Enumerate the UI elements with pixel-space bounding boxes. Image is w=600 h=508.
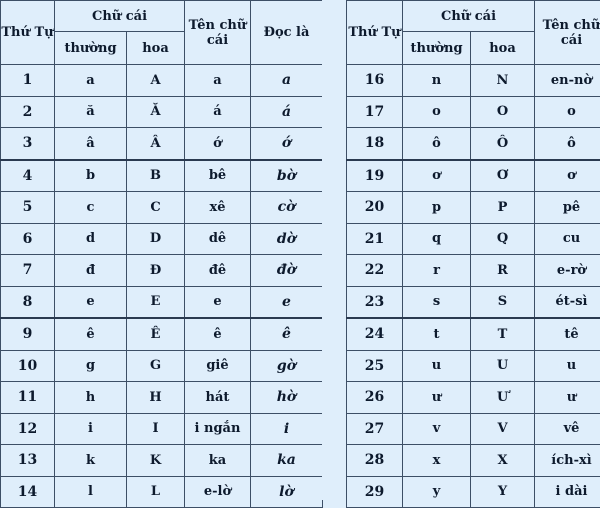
row-number: 27 (347, 413, 403, 445)
header-lowercase: thường (403, 32, 471, 65)
table-gap (322, 0, 346, 500)
row-number: 28 (347, 445, 403, 477)
uppercase-letter: L (127, 476, 185, 508)
row-number: 2 (1, 96, 55, 128)
letter-name: á (185, 96, 251, 128)
table-row (347, 413, 600, 445)
lowercase-letter: ê (55, 318, 127, 350)
header-letter-name: Tên chữ cái (535, 1, 600, 65)
letter-name: hát (185, 382, 251, 414)
table-row (347, 128, 600, 160)
letter-name: en-nờ (535, 65, 600, 97)
table-row (347, 476, 600, 508)
row-number: 11 (1, 382, 55, 414)
letter-name: ích-xì (535, 445, 600, 477)
uppercase-letter: P (471, 192, 535, 224)
uppercase-letter: U (471, 350, 535, 382)
lowercase-letter: d (55, 223, 127, 255)
row-number: 21 (347, 223, 403, 255)
uppercase-letter: Y (471, 476, 535, 508)
table-row (347, 96, 600, 128)
table-row (1, 350, 323, 382)
row-number: 14 (1, 476, 55, 508)
letter-name: ka (185, 445, 251, 477)
uppercase-letter: T (471, 318, 535, 350)
table-row (347, 223, 600, 255)
lowercase-letter: l (55, 476, 127, 508)
letter-name: dê (185, 223, 251, 255)
row-number: 29 (347, 476, 403, 508)
lowercase-letter: i (55, 413, 127, 445)
uppercase-letter: C (127, 192, 185, 224)
table-row (347, 318, 600, 350)
table-row (347, 382, 600, 414)
lowercase-letter: a (55, 65, 127, 97)
row-number: 7 (1, 255, 55, 287)
table-row (347, 255, 600, 287)
lowercase-letter: p (403, 192, 471, 224)
row-number: 4 (1, 160, 55, 192)
lowercase-letter: ư (403, 382, 471, 414)
header-lowercase: thường (55, 32, 127, 65)
header-letter-name: Tên chữ cái (185, 1, 251, 65)
uppercase-letter: G (127, 350, 185, 382)
table-row (1, 192, 323, 224)
letter-name: o (535, 96, 600, 128)
table-row (1, 382, 323, 414)
table-row (1, 413, 323, 445)
table-row (1, 318, 323, 350)
read-as: e (251, 286, 323, 318)
letter-name: e-rờ (535, 255, 600, 287)
uppercase-letter: N (471, 65, 535, 97)
header-read-as: Đọc là (251, 1, 323, 65)
letter-name: ê (185, 318, 251, 350)
letter-name: tê (535, 318, 600, 350)
table-row (1, 476, 323, 508)
table-row (1, 128, 323, 160)
uppercase-letter: Â (127, 128, 185, 160)
lowercase-letter: â (55, 128, 127, 160)
table-row (1, 223, 323, 255)
row-number: 20 (347, 192, 403, 224)
row-number: 10 (1, 350, 55, 382)
read-as: hờ (251, 382, 323, 414)
table-row (1, 286, 323, 318)
letter-name: i ngắn (185, 413, 251, 445)
lowercase-letter: ô (403, 128, 471, 160)
row-number: 19 (347, 160, 403, 192)
letter-name: ớ (185, 128, 251, 160)
letter-name: ơ (535, 160, 600, 192)
table-row (347, 350, 600, 382)
row-number: 26 (347, 382, 403, 414)
read-as: á (251, 96, 323, 128)
uppercase-letter: Đ (127, 255, 185, 287)
row-number: 9 (1, 318, 55, 350)
uppercase-letter: E (127, 286, 185, 318)
header-letters: Chữ cái (55, 1, 185, 32)
lowercase-letter: ơ (403, 160, 471, 192)
read-as: a (251, 65, 323, 97)
letter-name: ét-sì (535, 286, 600, 318)
row-number: 24 (347, 318, 403, 350)
table-row (347, 445, 600, 477)
table-row (1, 96, 323, 128)
letter-name: giê (185, 350, 251, 382)
read-as: ớ (251, 128, 323, 160)
header-uppercase: hoa (127, 32, 185, 65)
read-as: bờ (251, 160, 323, 192)
uppercase-letter: H (127, 382, 185, 414)
table-row (347, 160, 600, 192)
letter-name: vê (535, 413, 600, 445)
header-stt: Thứ Tự (347, 1, 403, 65)
uppercase-letter: K (127, 445, 185, 477)
letter-name: i dài (535, 476, 600, 508)
letter-name: bê (185, 160, 251, 192)
lowercase-letter: v (403, 413, 471, 445)
table-row (347, 192, 600, 224)
uppercase-letter: O (471, 96, 535, 128)
letter-name: ô (535, 128, 600, 160)
row-number: 13 (1, 445, 55, 477)
lowercase-letter: e (55, 286, 127, 318)
letter-name: e (185, 286, 251, 318)
header-letters: Chữ cái (403, 1, 535, 32)
read-as: cờ (251, 192, 323, 224)
header-stt: Thứ Tự (1, 1, 55, 65)
row-number: 17 (347, 96, 403, 128)
header-uppercase: hoa (471, 32, 535, 65)
row-number: 25 (347, 350, 403, 382)
uppercase-letter: X (471, 445, 535, 477)
read-as: ê (251, 318, 323, 350)
letter-name: e-lờ (185, 476, 251, 508)
row-number: 16 (347, 65, 403, 97)
read-as: i (251, 413, 323, 445)
lowercase-letter: q (403, 223, 471, 255)
letter-name: pê (535, 192, 600, 224)
row-number: 5 (1, 192, 55, 224)
row-number: 18 (347, 128, 403, 160)
lowercase-letter: r (403, 255, 471, 287)
lowercase-letter: ă (55, 96, 127, 128)
uppercase-letter: Ơ (471, 160, 535, 192)
lowercase-letter: x (403, 445, 471, 477)
table-row (1, 255, 323, 287)
lowercase-letter: o (403, 96, 471, 128)
lowercase-letter: y (403, 476, 471, 508)
lowercase-letter: s (403, 286, 471, 318)
uppercase-letter: D (127, 223, 185, 255)
table-row (347, 286, 600, 318)
table-row (347, 65, 600, 97)
uppercase-letter: Q (471, 223, 535, 255)
lowercase-letter: c (55, 192, 127, 224)
lowercase-letter: b (55, 160, 127, 192)
letter-name: đê (185, 255, 251, 287)
row-number: 6 (1, 223, 55, 255)
row-number: 12 (1, 413, 55, 445)
read-as: gờ (251, 350, 323, 382)
table-row (1, 65, 323, 97)
table-row (1, 160, 323, 192)
uppercase-letter: B (127, 160, 185, 192)
read-as: ka (251, 445, 323, 477)
uppercase-letter: Ô (471, 128, 535, 160)
uppercase-letter: Ă (127, 96, 185, 128)
letter-name: a (185, 65, 251, 97)
row-number: 23 (347, 286, 403, 318)
read-as: dờ (251, 223, 323, 255)
uppercase-letter: Ê (127, 318, 185, 350)
letter-name: xê (185, 192, 251, 224)
row-number: 22 (347, 255, 403, 287)
alphabet-table-right (346, 0, 600, 508)
letter-name: cu (535, 223, 600, 255)
letter-name: ư (535, 382, 600, 414)
lowercase-letter: đ (55, 255, 127, 287)
letter-name: u (535, 350, 600, 382)
table-row (1, 445, 323, 477)
uppercase-letter: R (471, 255, 535, 287)
read-as: lờ (251, 476, 323, 508)
uppercase-letter: A (127, 65, 185, 97)
lowercase-letter: n (403, 65, 471, 97)
row-number: 3 (1, 128, 55, 160)
read-as: đờ (251, 255, 323, 287)
uppercase-letter: V (471, 413, 535, 445)
lowercase-letter: h (55, 382, 127, 414)
uppercase-letter: I (127, 413, 185, 445)
lowercase-letter: u (403, 350, 471, 382)
row-number: 8 (1, 286, 55, 318)
lowercase-letter: t (403, 318, 471, 350)
row-number: 1 (1, 65, 55, 97)
uppercase-letter: Ư (471, 382, 535, 414)
lowercase-letter: k (55, 445, 127, 477)
lowercase-letter: g (55, 350, 127, 382)
uppercase-letter: S (471, 286, 535, 318)
